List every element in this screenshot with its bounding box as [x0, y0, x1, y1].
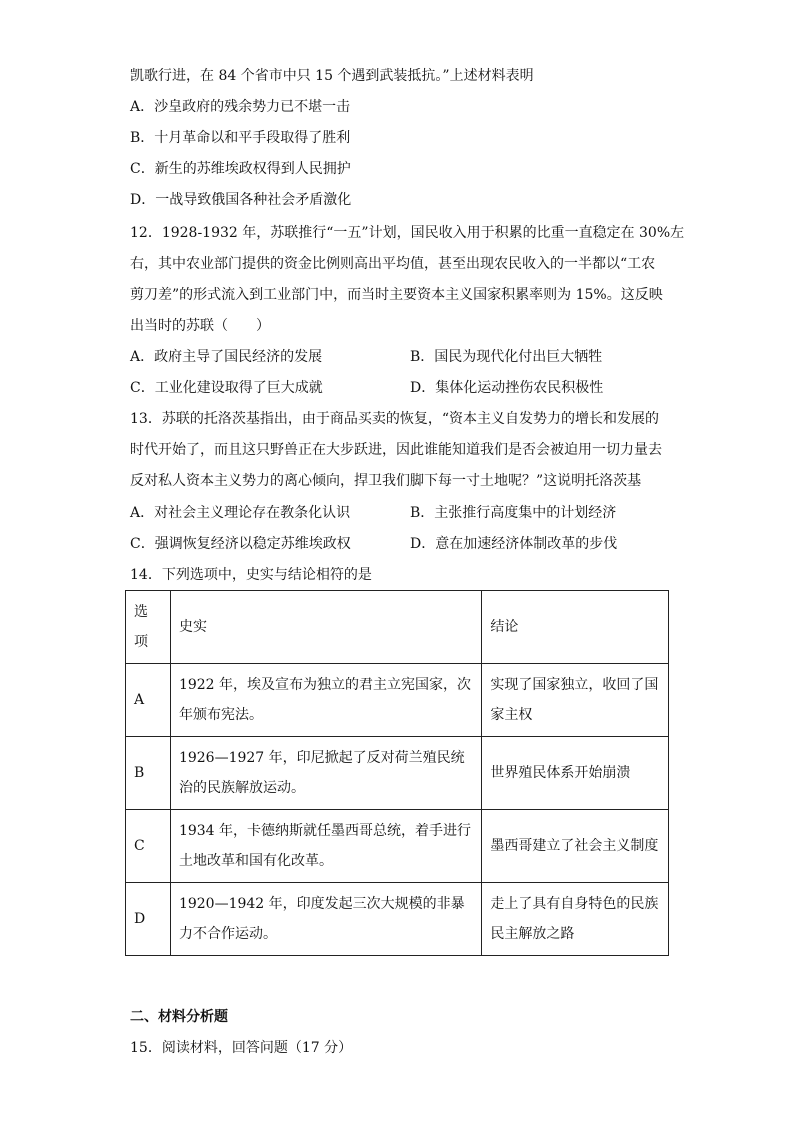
q11-stem-tail: 凯歌行进，在 84 个省市中只 15 个遇到武装抵抗。”上述材料表明: [130, 68, 534, 84]
q11-option-d: D．一战导致俄国各种社会矛盾激化: [130, 192, 352, 208]
row-conclusion: 世界殖民体系开始崩溃: [482, 737, 669, 810]
q13-stem-line-1: 13．苏联的托洛茨基指出，由于商品买卖的恢复，“资本主义自发势力的增长和发展的: [130, 411, 659, 427]
q13-stem-line-2: 时代开始了，而且这只野兽正在大步跃进，因此谁能知道我们是否会被迫用一切力量去: [130, 442, 662, 458]
row-conclusion: 走上了具有自身特色的民族民主解放之路: [482, 883, 669, 956]
header-option-line-2: 项: [134, 634, 148, 650]
q14-stem: 14．下列选项中，史实与结论相符的是: [130, 567, 372, 583]
table-row: [126, 664, 669, 737]
table-header-row: [126, 591, 669, 664]
row-option: A: [126, 664, 171, 737]
q13-option-b: B．主张推行高度集中的计划经济: [410, 505, 617, 521]
q12-stem-line-3: 剪刀差”的形式流入到工业部门中，而当时主要资本主义国家积累率则为 15%。这反映: [130, 287, 663, 303]
q13-option-c: C．强调恢复经济以稳定苏维埃政权: [130, 536, 351, 552]
q11-option-c: C．新生的苏维埃政权得到人民拥护: [130, 161, 351, 177]
section-2-title: 二、材料分析题: [130, 1009, 228, 1025]
header-fact: 史实: [170, 591, 481, 664]
row-conclusion: 实现了国家独立，收回了国家主权: [482, 664, 669, 737]
q14-table: [125, 590, 669, 956]
q12-stem-line-1: 12．1928-1932 年，苏联推行“一五”计划，国民收入用于积累的比重一直稳定在 30%左: [130, 225, 685, 241]
row-fact: 1920—1942 年，印度发起三次大规模的非暴力不合作运动。: [170, 883, 481, 956]
table-row: [126, 883, 669, 956]
row-option: D: [126, 883, 171, 956]
q13-stem-line-3: 反对私人资本主义势力的离心倾向，捍卫我们脚下每一寸土地呢？”这说明托洛茨基: [130, 473, 642, 489]
q12-option-d: D．集体化运动挫伤农民积极性: [410, 380, 604, 396]
q12-stem-line-4: 出当时的苏联（ ）: [130, 318, 270, 334]
q12-option-a: A．政府主导了国民经济的发展: [130, 349, 323, 365]
row-option: B: [126, 737, 171, 810]
q13-option-a: A．对社会主义理论存在教条化认识: [130, 505, 351, 521]
row-fact: 1922 年，埃及宣布为独立的君主立宪国家，次年颁布宪法。: [170, 664, 481, 737]
row-fact: 1934 年，卡德纳斯就任墨西哥总统，着手进行土地改革和国有化改革。: [170, 810, 481, 883]
table-row: [126, 737, 669, 810]
q11-option-b: B．十月革命以和平手段取得了胜利: [130, 130, 351, 146]
row-conclusion: 墨西哥建立了社会主义制度: [482, 810, 669, 883]
header-option-line-1: 选: [134, 604, 148, 620]
header-conclusion: 结论: [482, 591, 669, 664]
q13-option-d: D．意在加速经济体制改革的步伐: [410, 536, 618, 552]
row-fact: 1926—1927 年，印尼掀起了反对荷兰殖民统治的民族解放运动。: [170, 737, 481, 810]
q15-stem: 15．阅读材料，回答问题（17 分）: [130, 1040, 353, 1056]
header-option: [126, 591, 171, 664]
q12-stem-line-2: 右，其中农业部门提供的资金比例则高出平均值，甚至出现农民收入的一半都以“工农: [130, 256, 656, 272]
row-option: C: [126, 810, 171, 883]
table-row: [126, 810, 669, 883]
q11-option-a: A．沙皇政府的残余势力已不堪一击: [130, 99, 351, 115]
q12-option-b: B．国民为现代化付出巨大牺牲: [410, 349, 603, 365]
q12-option-c: C．工业化建设取得了巨大成就: [130, 380, 323, 396]
